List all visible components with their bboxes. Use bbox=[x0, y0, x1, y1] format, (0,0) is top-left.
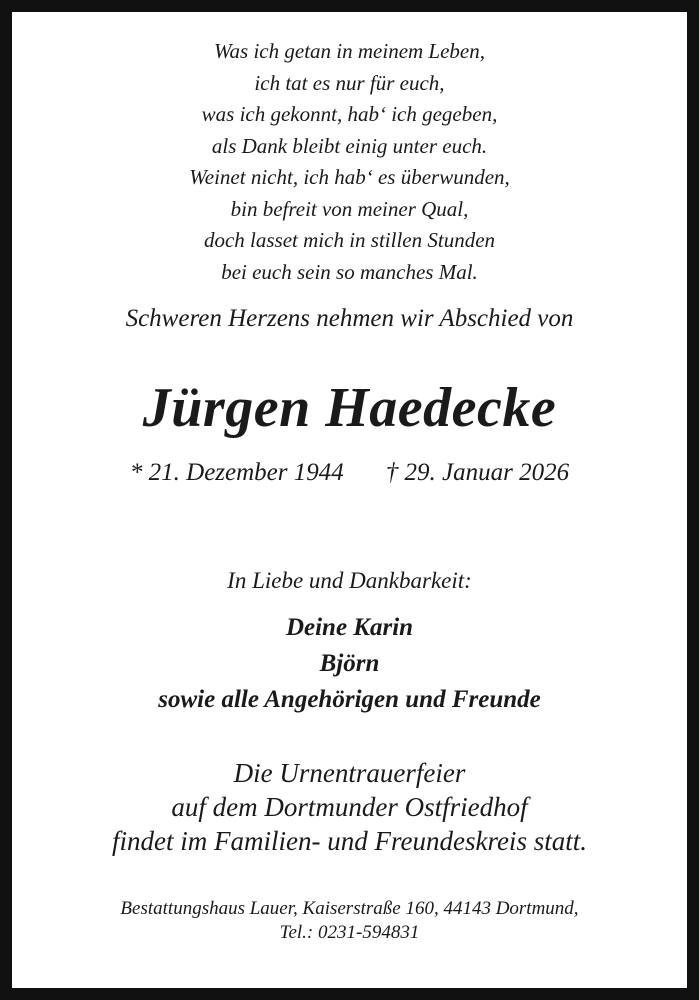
farewell-intro: Schweren Herzens nehmen wir Abschied von bbox=[125, 305, 574, 332]
funeral-home-phone: Tel.: 0231-594831 bbox=[279, 922, 420, 943]
mourners-list bbox=[12, 610, 687, 718]
mourner-name: Björn bbox=[319, 650, 380, 677]
ceremony-notice bbox=[12, 756, 687, 858]
birth-date: * 21. Dezember 1944 bbox=[129, 459, 344, 486]
life-dates bbox=[12, 458, 687, 488]
poem-line: bei euch sein so manches Mal. bbox=[221, 259, 478, 284]
poem-line: Weinet nicht, ich hab‘ es überwunden, bbox=[189, 165, 510, 189]
funeral-home-info bbox=[12, 897, 687, 945]
ceremony-line: Die Urnentrauerfeier bbox=[233, 758, 466, 788]
poem-line: als Dank bleibt einig unter euch. bbox=[211, 133, 488, 158]
poem-line: ich tat es nur für euch, bbox=[254, 70, 445, 95]
mourner-name: sowie alle Angehörigen und Freunde bbox=[158, 686, 541, 713]
poem-line: bin befreit von meiner Qual, bbox=[230, 196, 469, 221]
ceremony-line: findet im Familien- und Freundeskreis statt. bbox=[112, 826, 587, 856]
poem-line: was ich gekonnt, hab‘ ich gegeben, bbox=[201, 102, 498, 126]
ceremony-line: auf dem Dortmunder Ostfriedhof bbox=[171, 792, 528, 822]
poem-line: Was ich getan in meinem Leben, bbox=[213, 39, 485, 63]
memorial-poem bbox=[12, 36, 687, 288]
poem-line: doch lasset mich in stillen Stunden bbox=[203, 228, 496, 252]
mourner-name: Deine Karin bbox=[285, 614, 414, 641]
obituary-notice bbox=[12, 12, 687, 988]
thanks-line: In Liebe und Dankbarkeit: bbox=[227, 568, 472, 593]
deceased-name: Jürgen Haedecke bbox=[142, 377, 557, 439]
funeral-home-address: Bestattungshaus Lauer, Kaiserstraße 160, 44143 Dortmund, bbox=[120, 898, 579, 919]
death-date: † 29. Januar 2026 bbox=[385, 459, 570, 486]
